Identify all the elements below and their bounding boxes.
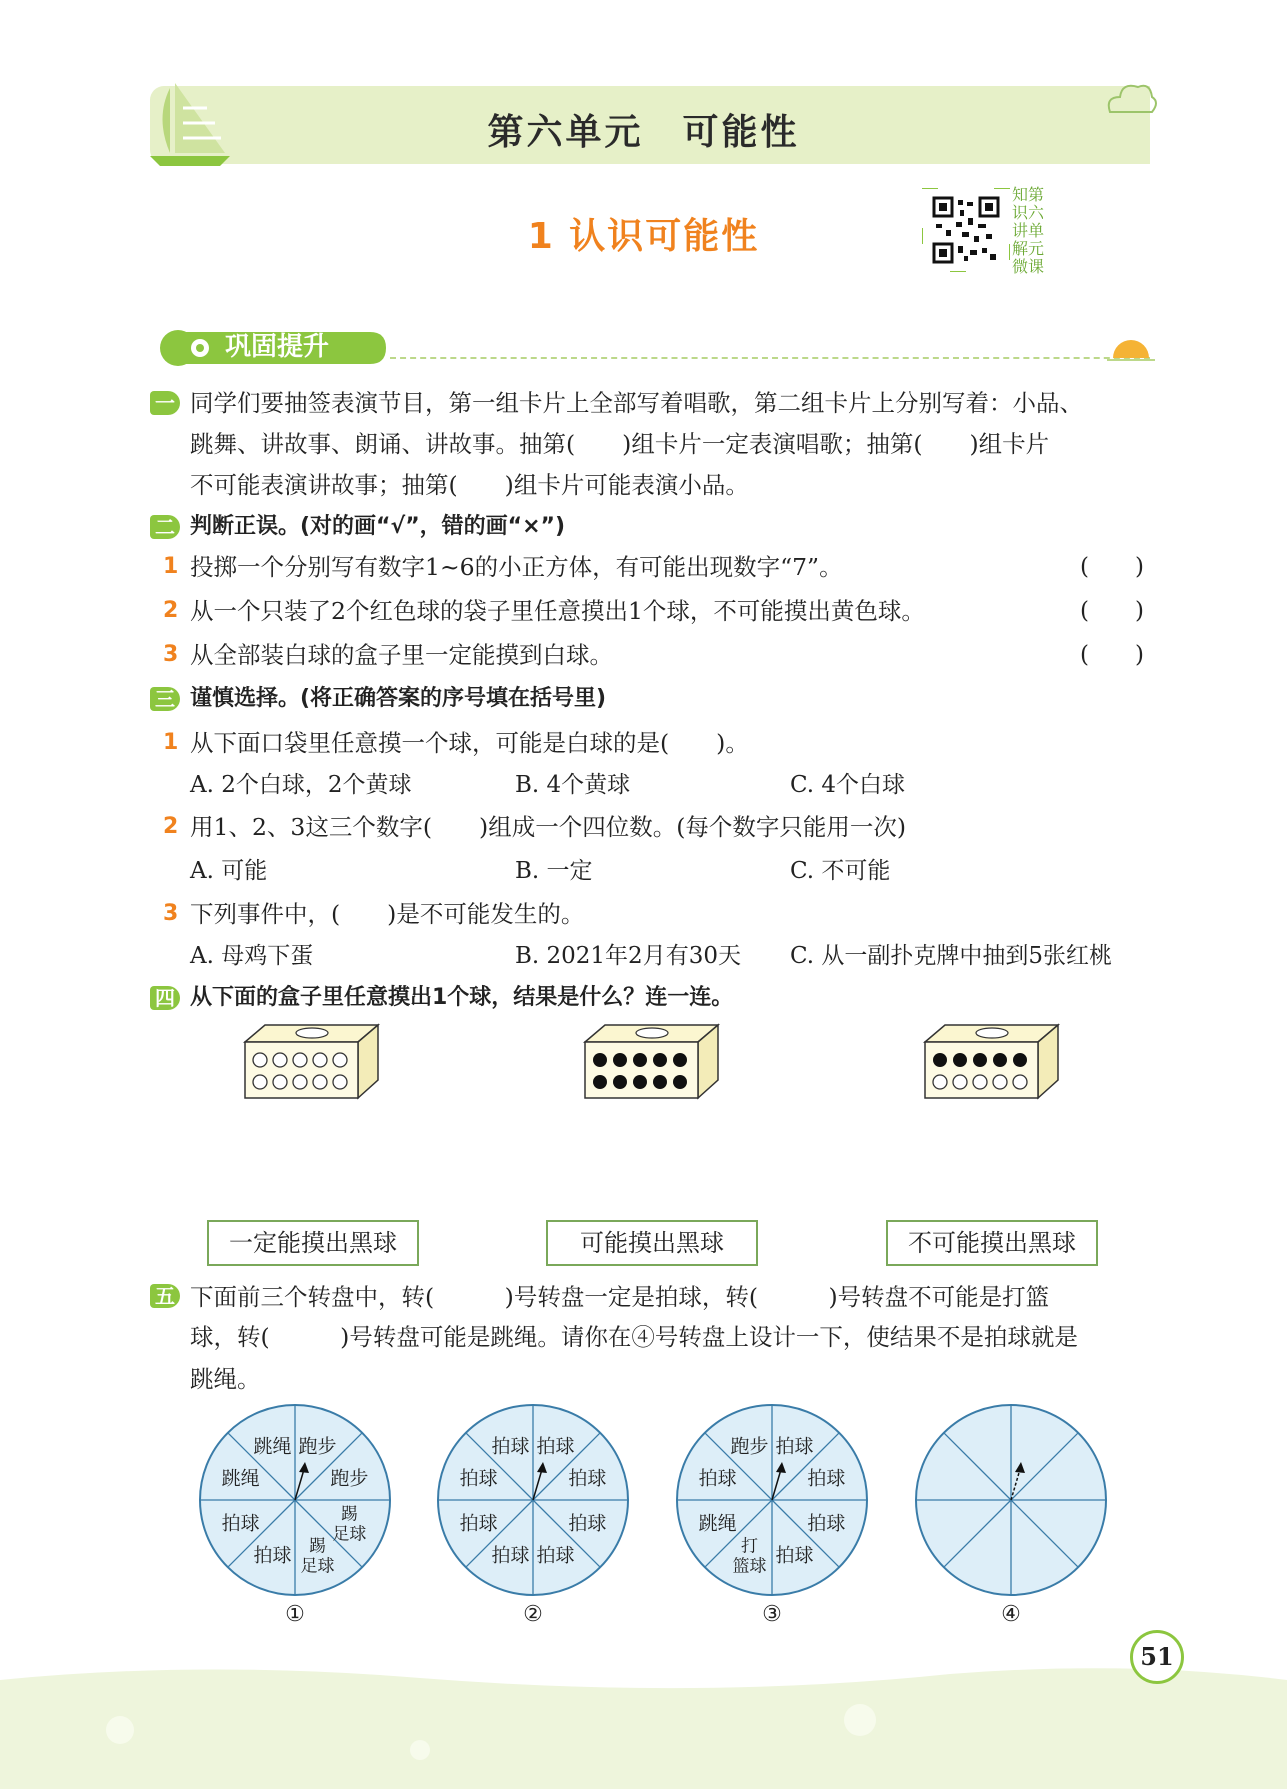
- wheel-label: ①: [285, 1602, 305, 1627]
- answer-paren[interactable]: ( ): [1080, 554, 1144, 580]
- wheel-label: ④: [1001, 1602, 1021, 1627]
- spinner-group: [180, 1395, 1140, 1605]
- spinner-sector-label: 打篮球: [732, 1536, 767, 1577]
- section-divider: [390, 357, 1150, 359]
- page-number: 51: [1130, 1630, 1184, 1684]
- question-tag: 四: [150, 986, 180, 1010]
- question-tag: 二: [150, 515, 180, 539]
- spinner-sector-label: 拍球: [807, 1512, 846, 1535]
- item-text: 从下面口袋里任意摸一个球，可能是白球的是( )。: [190, 729, 749, 757]
- item-text: 用1、2、3这三个数字( )组成一个四位数。(每个数字只能用一次): [190, 813, 907, 841]
- ball-box-mixed: [920, 1020, 1070, 1100]
- question-instruction: 判断正误。(对的画“√”，错的画“×”): [190, 514, 566, 539]
- question-tag: 三: [150, 687, 180, 711]
- qr-code-icon[interactable]: [922, 188, 1010, 272]
- option-a: A. 可能: [190, 858, 268, 884]
- spinner-sector-label: 拍球: [536, 1544, 575, 1567]
- result-box-impossible[interactable]: 不可能摸出黑球: [886, 1220, 1098, 1266]
- item-number: 3: [163, 901, 179, 926]
- spinner-sector-label: 拍球: [459, 1512, 498, 1535]
- option-c: C. 4个白球: [790, 772, 906, 798]
- question-text: 同学们要抽签表演节目，第一组卡片上全部写着唱歌，第二组卡片上分别写着：小品、: [190, 389, 1083, 417]
- question-tag: 五: [150, 1284, 180, 1308]
- sun-icon: [1105, 330, 1155, 362]
- item-number: 2: [163, 814, 179, 839]
- question-tag: 一: [150, 391, 180, 415]
- spinner-sector-label: 拍球: [253, 1544, 292, 1567]
- ball-box-all-white: [240, 1020, 390, 1100]
- option-c: C. 不可能: [790, 858, 891, 884]
- spinner-sector-label: 拍球: [459, 1467, 498, 1490]
- result-box-possible[interactable]: 可能摸出黑球: [546, 1220, 758, 1266]
- item-text: 从全部装白球的盒子里一定能摸到白球。: [190, 641, 613, 669]
- spinner-sector-label: 拍球: [221, 1512, 260, 1535]
- question-instruction: 从下面的盒子里任意摸出1个球，结果是什么？连一连。: [190, 985, 734, 1010]
- option-a: A. 母鸡下蛋: [190, 943, 314, 969]
- result-box-certain[interactable]: 一定能摸出黑球: [207, 1220, 419, 1266]
- qr-label-line: 微课: [1012, 257, 1045, 276]
- wheel-label: ②: [523, 1602, 543, 1627]
- qr-label-line: 知第: [1012, 185, 1045, 204]
- spinner-sector-label: 跑步: [298, 1435, 337, 1458]
- unit-title: 第六单元 可能性: [487, 112, 800, 153]
- spinner-sector-label: 踢足球: [332, 1504, 367, 1545]
- item-text: 投掷一个分别写有数字1~6的小正方体，有可能出现数字“7”。: [190, 553, 843, 581]
- lesson-title: 1 认识可能性: [527, 216, 760, 257]
- item-number: 2: [163, 598, 179, 623]
- spinner-sector-label: 拍球: [568, 1512, 607, 1535]
- spinner-sector-label: 拍球: [775, 1435, 814, 1458]
- item-number: 3: [163, 642, 179, 667]
- item-number: 1: [163, 730, 179, 755]
- spinner-sector-label: 跳绳: [253, 1435, 292, 1458]
- spinner-sector-label: 跑步: [330, 1467, 369, 1490]
- item-text: 下列事件中，( )是不可能发生的。: [190, 900, 585, 928]
- qr-label-line: 识六: [1012, 203, 1045, 222]
- spinner-sector-label: 跑步: [730, 1435, 769, 1458]
- option-a: A. 2个白球，2个黄球: [190, 772, 412, 798]
- question-text: 跳舞、讲故事、朗诵、讲故事。抽第( )组卡片一定表演唱歌；抽第( )组卡片: [190, 430, 1050, 458]
- answer-paren[interactable]: ( ): [1080, 642, 1144, 668]
- footer-wave: [0, 1660, 1287, 1789]
- spinner-sector-label: 跳绳: [221, 1467, 260, 1490]
- option-b: B. 一定: [515, 858, 593, 884]
- question-instruction: 谨慎选择。(将正确答案的序号填在括号里): [190, 686, 607, 711]
- wheel-label: ③: [762, 1602, 782, 1627]
- ball-box-all-black: [580, 1020, 730, 1100]
- option-b: B. 4个黄球: [515, 772, 631, 798]
- spinner-sector-label: 拍球: [775, 1544, 814, 1567]
- spinner-sector-label: 踢足球: [300, 1536, 335, 1577]
- spinner-sector-label: 拍球: [491, 1435, 530, 1458]
- spinner-sector-label: 拍球: [807, 1467, 846, 1490]
- qr-label-line: 解元: [1012, 239, 1045, 258]
- answer-paren[interactable]: ( ): [1080, 598, 1144, 624]
- question-text: 不可能表演讲故事；抽第( )组卡片可能表演小品。: [190, 471, 749, 499]
- qr-label: [1012, 186, 1056, 276]
- option-b: B. 2021年2月有30天: [515, 943, 741, 969]
- spinner-sector-label: 拍球: [536, 1435, 575, 1458]
- spinner-sector-label: 拍球: [568, 1467, 607, 1490]
- option-c: C. 从一副扑克牌中抽到5张红桃: [790, 943, 1113, 969]
- item-text: 从一个只装了2个红色球的袋子里任意摸出1个球，不可能摸出黄色球。: [190, 597, 925, 625]
- spinner-sector-label: 拍球: [491, 1544, 530, 1567]
- question-text: 下面前三个转盘中，转( )号转盘一定是拍球，转( )号转盘不可能是打篮: [190, 1283, 1050, 1311]
- section-title: 巩固提升: [225, 332, 330, 362]
- question-text: 跳绳。: [190, 1365, 261, 1393]
- question-text: 球，转( )号转盘可能是跳绳。请你在④号转盘上设计一下，使结果不是拍球就是: [190, 1323, 1078, 1351]
- spinner-sector-label: 跳绳: [698, 1512, 737, 1535]
- item-number: 1: [163, 554, 179, 579]
- spinner-sector-label: 拍球: [698, 1467, 737, 1490]
- qr-label-line: 讲单: [1012, 221, 1045, 240]
